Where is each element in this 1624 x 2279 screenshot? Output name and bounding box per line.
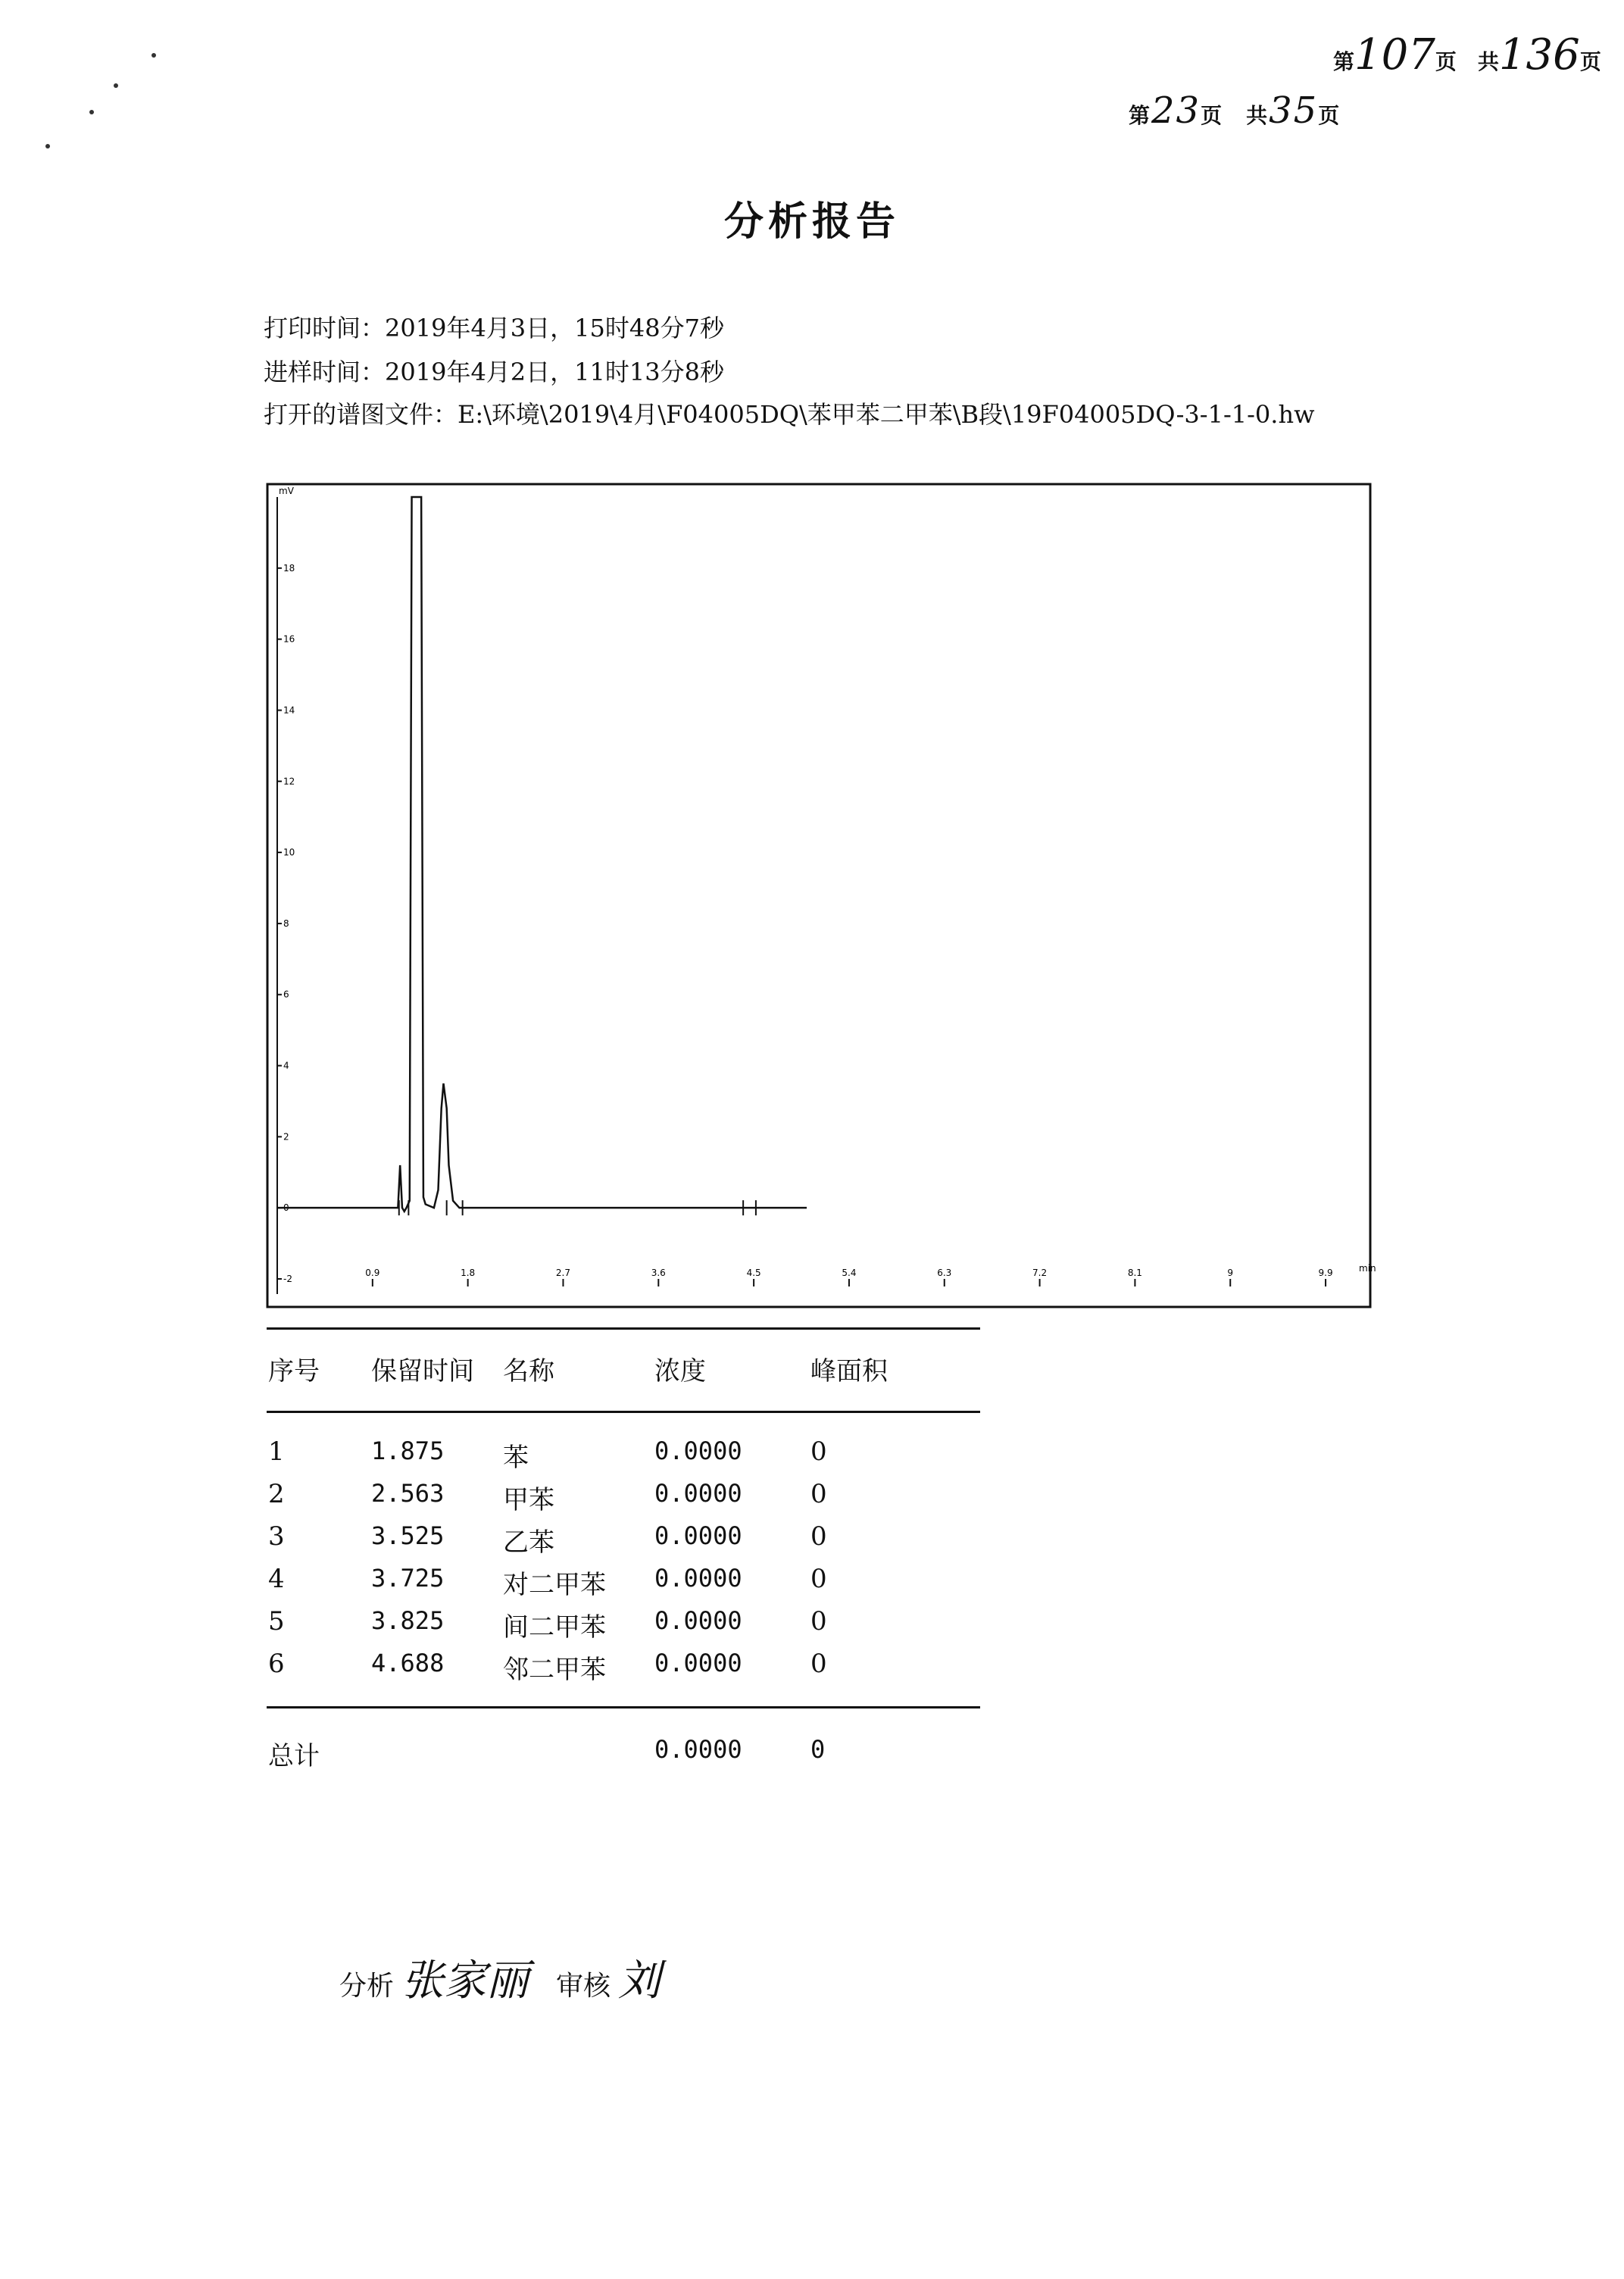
x-tick-label: 4.5 bbox=[746, 1268, 761, 1278]
page-number-handwritten: 第107页 共136页 bbox=[1333, 30, 1601, 80]
table-cell: 1.875 bbox=[371, 1436, 445, 1465]
total-area: 0 bbox=[810, 1735, 826, 1764]
table-cell: 0.0000 bbox=[654, 1436, 742, 1465]
x-tick-label: 8.1 bbox=[1127, 1268, 1142, 1278]
table-cell: 0 bbox=[810, 1649, 827, 1679]
table-cell: 4.688 bbox=[371, 1649, 445, 1677]
chromatogram-trace bbox=[277, 497, 807, 1214]
table-cell: 0 bbox=[810, 1606, 827, 1637]
chromatogram-chart bbox=[267, 483, 1376, 1309]
inject-time: 进样时间：2019年4月2日，11时13分8秒 bbox=[264, 358, 724, 386]
column-header: 名称 bbox=[503, 1356, 554, 1386]
table-cell: 0.0000 bbox=[654, 1479, 742, 1508]
table-cell: 0 bbox=[810, 1436, 827, 1467]
table-cell: 2 bbox=[268, 1479, 285, 1509]
table-cell: 4 bbox=[268, 1564, 285, 1594]
x-tick-label: 6.3 bbox=[937, 1268, 952, 1278]
table-cell: 0 bbox=[810, 1521, 827, 1552]
x-tick-label: 3.6 bbox=[651, 1268, 666, 1278]
x-tick-label: 1.8 bbox=[461, 1268, 476, 1278]
y-tick-label: 12 bbox=[283, 776, 295, 787]
scan-speck bbox=[151, 53, 156, 58]
y-tick-label: 0 bbox=[283, 1202, 289, 1214]
y-tick-label: 14 bbox=[283, 705, 295, 716]
column-header: 序号 bbox=[268, 1356, 320, 1386]
table-header-rule bbox=[267, 1411, 980, 1413]
table-bottom-rule bbox=[267, 1706, 980, 1708]
analyst-signature-block bbox=[339, 1947, 529, 2008]
y-tick-label: 4 bbox=[283, 1060, 289, 1071]
y-tick-label: 10 bbox=[283, 847, 295, 858]
x-tick-label: 2.7 bbox=[555, 1268, 571, 1278]
table-cell: 邻二甲苯 bbox=[503, 1655, 606, 1685]
table-cell: 0.0000 bbox=[654, 1649, 742, 1677]
column-header: 保留时间 bbox=[371, 1356, 474, 1386]
reviewer-signature-block bbox=[556, 1947, 661, 2008]
table-cell: 对二甲苯 bbox=[503, 1570, 606, 1600]
x-axis-label: min bbox=[1359, 1263, 1376, 1274]
y-tick-label: 8 bbox=[283, 918, 289, 929]
analyst-label: 分析 bbox=[339, 1971, 395, 2002]
analyst-signature: 张家丽 bbox=[401, 1956, 529, 2005]
table-cell: 0.0000 bbox=[654, 1521, 742, 1550]
y-axis-label: mV bbox=[279, 486, 294, 496]
table-cell: 0.0000 bbox=[654, 1564, 742, 1593]
total-concentration: 0.0000 bbox=[654, 1735, 742, 1764]
table-cell: 乙苯 bbox=[503, 1527, 554, 1558]
x-tick-label: 5.4 bbox=[842, 1268, 857, 1278]
table-cell: 间二甲苯 bbox=[503, 1612, 606, 1643]
table-cell: 0.0000 bbox=[654, 1606, 742, 1635]
x-tick-label: 9 bbox=[1227, 1268, 1234, 1278]
y-tick-label: 16 bbox=[283, 633, 295, 645]
table-cell: 3 bbox=[268, 1521, 285, 1552]
y-tick-label: 6 bbox=[283, 989, 289, 1000]
scan-speck bbox=[114, 83, 118, 88]
scan-speck bbox=[89, 110, 94, 114]
scan-speck bbox=[45, 144, 50, 148]
page-title: 分析报告 bbox=[723, 199, 900, 245]
print-time: 打印时间：2019年4月3日，15时48分7秒 bbox=[264, 314, 724, 342]
column-header: 峰面积 bbox=[810, 1356, 888, 1386]
file-path: 打开的谱图文件：E:\环境\2019\4月\F04005DQ\苯甲苯二甲苯\B段\19F04005DQ-3-1-1-0.hw bbox=[264, 400, 1315, 429]
y-tick-label: 2 bbox=[283, 1131, 289, 1143]
table-cell: 3.725 bbox=[371, 1564, 445, 1593]
table-top-rule bbox=[267, 1327, 980, 1330]
y-tick-label: 18 bbox=[283, 562, 295, 574]
x-tick-label: 7.2 bbox=[1032, 1268, 1048, 1278]
y-tick-label: -2 bbox=[283, 1274, 292, 1284]
table-cell: 5 bbox=[268, 1606, 285, 1637]
table-cell: 0 bbox=[810, 1479, 827, 1509]
reviewer-label: 审核 bbox=[556, 1971, 611, 2002]
total-label: 总计 bbox=[268, 1741, 320, 1771]
table-cell: 3.525 bbox=[371, 1521, 445, 1550]
table-cell: 3.825 bbox=[371, 1606, 445, 1635]
table-cell: 6 bbox=[268, 1649, 285, 1679]
page-number: 第23页 共35页 bbox=[1129, 89, 1341, 132]
reviewer-signature: 刘 bbox=[618, 1956, 661, 2005]
table-cell: 甲苯 bbox=[503, 1485, 554, 1515]
table-cell: 0 bbox=[810, 1564, 827, 1594]
x-tick-label: 0.9 bbox=[365, 1268, 380, 1278]
column-header: 浓度 bbox=[654, 1356, 706, 1386]
table-cell: 1 bbox=[268, 1436, 285, 1467]
x-tick-label: 9.9 bbox=[1318, 1268, 1333, 1278]
chart-border bbox=[267, 484, 1370, 1307]
table-cell: 2.563 bbox=[371, 1479, 445, 1508]
table-cell: 苯 bbox=[503, 1443, 529, 1473]
